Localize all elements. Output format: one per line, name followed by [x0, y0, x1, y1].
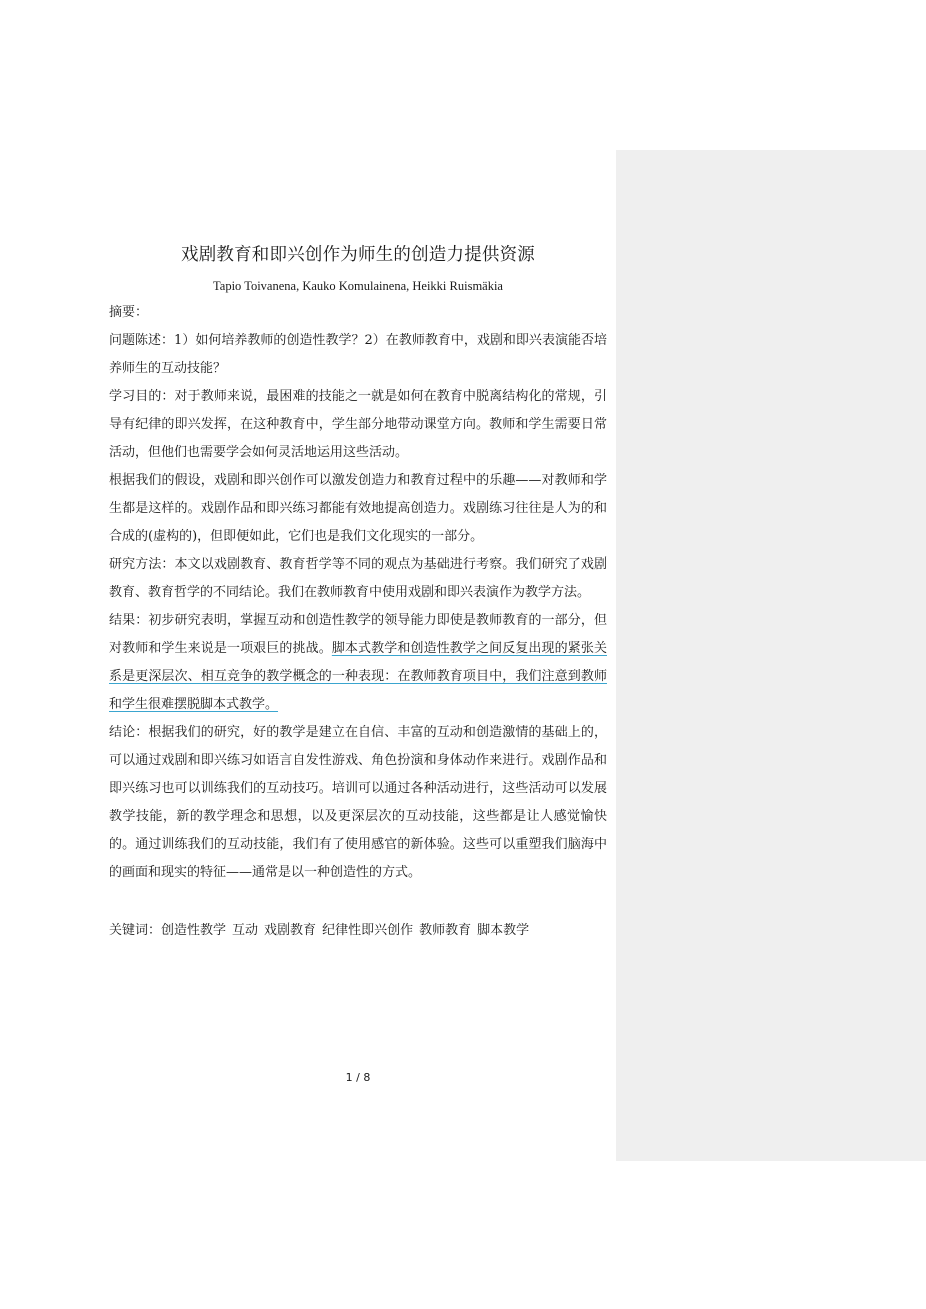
problem-statement-paragraph: 问题陈述：1）如何培养教师的创造性教学？2）在教师教育中，戏剧和即兴表演能否培养师生的互动技能？ — [109, 333, 607, 376]
keyword: 互动 — [232, 923, 259, 938]
comment-pane — [616, 150, 926, 1161]
keyword: 戏剧教育 — [264, 923, 317, 938]
keywords-label: 关键词： — [109, 923, 162, 938]
commented-text-range[interactable]: 脚本式教学和创造性教学之间反复出现的紧张关系是更深层次、相互竞争的教学概念的一种表现：在教师教育项目中，我们注意到教师和学生很难摆脱脚本式教学。 — [109, 641, 607, 712]
document-page — [109, 240, 607, 945]
methods-paragraph: 研究方法：本文以戏剧教育、教育哲学等不同的观点为基础进行考察。我们研究了戏剧教育、教育哲学的不同结论。我们在教师教育中使用戏剧和即兴表演作为教学方法。 — [109, 557, 607, 600]
hypothesis-paragraph: 根据我们的假设，戏剧和即兴创作可以激发创造力和教育过程中的乐趣——对教师和学生都是这样的。戏剧作品和即兴练习都能有效地提高创造力。戏剧练习往往是人为的和合成的(虚构的)，但即便如此，它们也是我们文化现实的一部分。 — [109, 473, 607, 544]
document-title: 戏剧教育和即兴创作为师生的创造力提供资源 — [181, 245, 535, 265]
objective-paragraph: 学习目的：对于教师来说，最困难的技能之一就是如何在教育中脱离结构化的常规，引导有纪律的即兴发挥，在这种教育中，学生部分地带动课堂方向。教师和学生需要日常活动，但他们也需要学会如何灵活地运用这些活动。 — [109, 389, 607, 460]
abstract-heading: 摘要： — [109, 305, 149, 320]
keyword: 纪律性即兴创作 — [322, 923, 414, 938]
conclusion-paragraph: 结论：根据我们的研究，好的教学是建立在自信、丰富的互动和创造激情的基础上的，可以通过戏剧和即兴练习如语言自发性游戏、角色扮演和身体动作来进行。戏剧作品和即兴练习也可以训练我们的互动技巧。培训可以通过各种活动进行，这些活动可以发展教学技能，新的教学理念和思想，以及更深层次的互动技能，这些都是让人感觉愉快的。通过训练我们的互动技能，我们有了使用感官的新体验。这些可以重塑我们脑海中的画面和现实的特征——通常是以一种创造性的方式。 — [109, 725, 607, 880]
keyword: 创造性教学 — [161, 923, 227, 938]
results-paragraph — [109, 607, 607, 719]
page-number: 1 / 8 — [345, 1071, 371, 1084]
authors-line: Tapio Toivanena, Kauko Komulainena, Heikki Ruismäkia — [213, 279, 503, 293]
results-text: 结果：初步研究表明，掌握互动和创造性教学的领导能力即使是教师教育的一部分，但对教师和学生来说是一项艰巨的挑战。 — [109, 613, 607, 656]
keyword: 教师教育 — [419, 923, 472, 938]
keywords-line — [109, 917, 607, 945]
keyword: 脚本教学 — [477, 923, 530, 938]
